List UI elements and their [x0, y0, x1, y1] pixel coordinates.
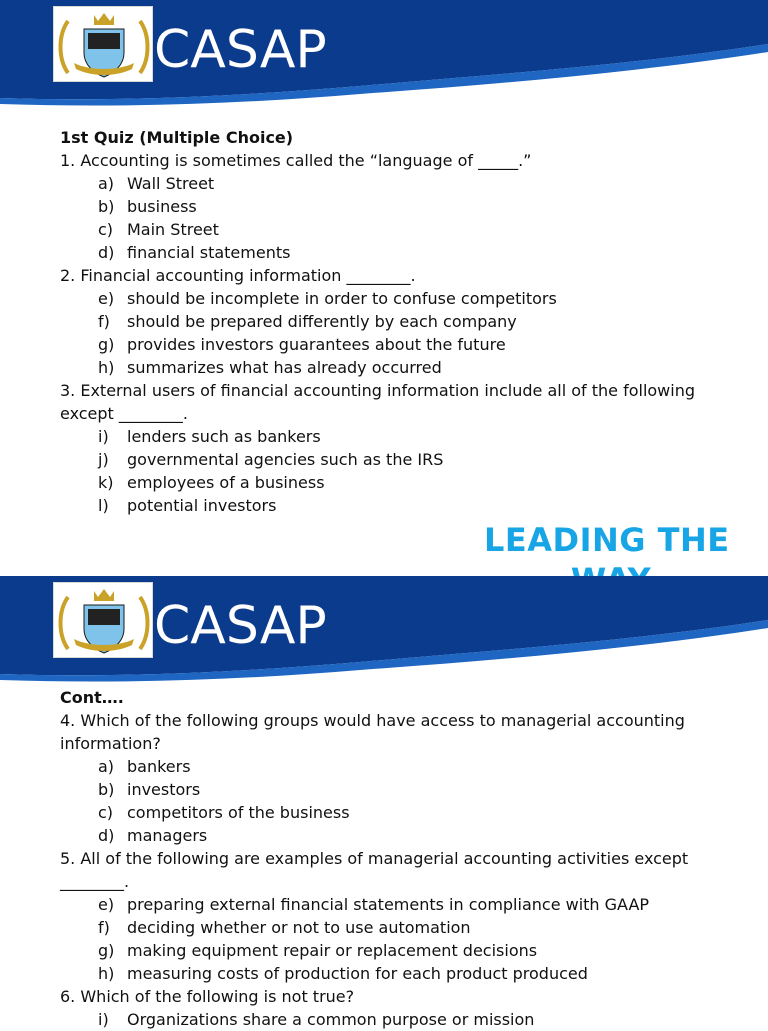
quiz-content [60, 686, 750, 1031]
question-6: 6. Which of the following is not true? [60, 987, 355, 1006]
option: c) competitors of the business [98, 803, 350, 822]
brand-name: CASAP [154, 596, 327, 656]
option: d) financial statements [98, 243, 291, 262]
option: h) summarizes what has already occurred [98, 358, 442, 377]
option: a) Wall Street [98, 174, 215, 193]
question-4: 4. Which of the following groups would have access to managerial accounting information? [60, 711, 685, 753]
crest-logo-icon [53, 6, 153, 82]
quiz-heading: 1st Quiz (Multiple Choice) [60, 128, 294, 147]
option: i) Organizations share a common purpose or mission [98, 1010, 535, 1029]
option: f) deciding whether or not to use automation [98, 918, 471, 937]
option: k) employees of a business [98, 473, 325, 492]
option: h) measuring costs of production for each product produced [98, 964, 588, 983]
brand-name: CASAP [154, 20, 327, 80]
option: g) provides investors guarantees about the future [98, 335, 506, 354]
option: g) making equipment repair or replacement decisions [98, 941, 538, 960]
tagline-line-1: LEADING THE [484, 521, 730, 559]
quiz-content [60, 126, 750, 517]
slide-2 [0, 576, 768, 1029]
question-6-options [98, 1008, 750, 1031]
question-4-options [98, 755, 750, 847]
quiz-heading: Cont…. [60, 688, 124, 707]
option: b) business [98, 197, 197, 216]
question-3-options [98, 425, 750, 517]
option: l) potential investors [98, 496, 277, 515]
option: j) governmental agencies such as the IRS [98, 450, 444, 469]
crest-logo-icon [53, 582, 153, 658]
question-2-options [98, 287, 750, 379]
option: f) should be prepared differently by each company [98, 312, 517, 331]
option: b) investors [98, 780, 201, 799]
question-2: 2. Financial accounting information ________. [60, 266, 416, 285]
question-1-options [98, 172, 750, 264]
option: c) Main Street [98, 220, 219, 239]
option: e) preparing external financial statements in compliance with GAAP [98, 895, 650, 914]
option: e) should be incomplete in order to confuse competitors [98, 289, 557, 308]
option: d) managers [98, 826, 208, 845]
question-3: 3. External users of financial accounting information include all of the following except ________. [60, 381, 696, 423]
option: a) bankers [98, 757, 191, 776]
question-1: 1. Accounting is sometimes called the “language of _____.” [60, 151, 532, 170]
option: i) lenders such as bankers [98, 427, 321, 446]
question-5: 5. All of the following are examples of managerial accounting activities except ________. [60, 849, 689, 891]
question-5-options [98, 893, 750, 985]
